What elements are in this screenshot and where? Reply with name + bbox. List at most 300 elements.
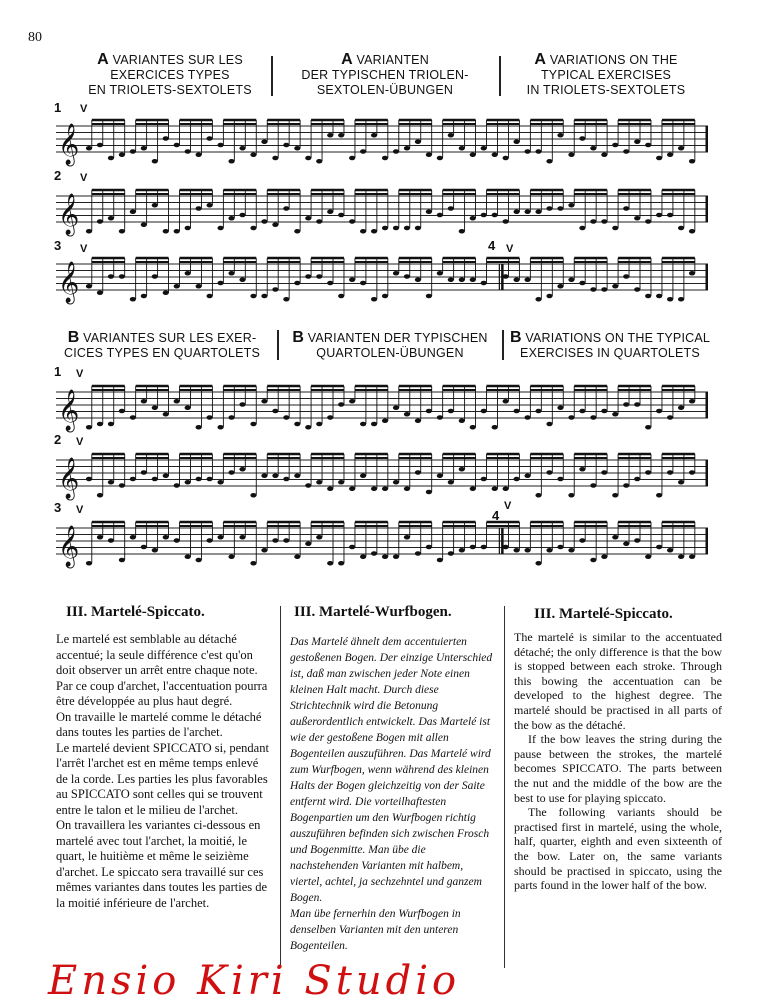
note-head xyxy=(185,271,191,276)
note-head xyxy=(239,467,245,472)
note-head xyxy=(86,146,92,151)
note-head xyxy=(601,152,607,157)
note-head xyxy=(196,152,202,157)
note-head xyxy=(360,473,366,478)
note-head xyxy=(152,203,158,208)
note-head xyxy=(217,226,223,231)
note-head xyxy=(360,422,366,427)
note-head xyxy=(327,209,333,214)
music-staff xyxy=(56,112,708,178)
paragraph: If the bow leaves the string during the pause between the strokes, the martelé becomes SPICCATO. The parts between the nut and the middle of the bow are the best to use for playing spiccato. xyxy=(514,732,722,805)
note-head xyxy=(437,558,443,563)
note-head xyxy=(470,152,476,157)
note-head xyxy=(382,418,388,423)
note-head xyxy=(404,274,410,279)
section-a-en-header: A VARIATIONS ON THE TYPICAL EXERCISES IN TRIOLETS-SEXTOLETS xyxy=(526,51,686,97)
note-head xyxy=(294,146,300,151)
note-head xyxy=(535,149,541,154)
paragraph: Le martelé devient SPICCATO si, pendant l'arrêt l'archet est en même temps enlevé de la corde. Les parties les plus favorables au SPICCATO sont celles qui se trouvent entre le talon et le milieu de l'archet. xyxy=(56,740,269,817)
note-head xyxy=(448,133,454,138)
note-head xyxy=(546,548,552,553)
note-head xyxy=(667,152,673,157)
page-number: 80 xyxy=(28,30,42,45)
note-head xyxy=(349,219,355,224)
note-head xyxy=(305,156,311,161)
note-head xyxy=(415,226,421,231)
treble-clef: 𝄞 xyxy=(58,526,80,567)
note-head xyxy=(338,561,344,566)
music-staff xyxy=(56,250,708,316)
note-head xyxy=(492,213,498,218)
note-head xyxy=(612,284,618,289)
exercise-number: 1 xyxy=(54,100,62,115)
note-head xyxy=(196,477,202,482)
note-head xyxy=(185,226,191,231)
note-head xyxy=(393,149,399,154)
note-head xyxy=(557,133,563,138)
note-head xyxy=(86,229,92,234)
note-head xyxy=(86,477,92,482)
note-head xyxy=(130,415,136,420)
note-head xyxy=(261,473,267,478)
note-head xyxy=(152,274,158,279)
note-head xyxy=(426,209,432,214)
note-head xyxy=(239,535,245,540)
note-head xyxy=(492,152,498,157)
note-head xyxy=(612,535,618,540)
note-head xyxy=(557,206,563,211)
note-head xyxy=(130,209,136,214)
note-head xyxy=(239,277,245,282)
note-head xyxy=(678,297,684,302)
note-head xyxy=(645,143,651,148)
note-head xyxy=(141,545,147,550)
note-head xyxy=(634,538,640,543)
note-head xyxy=(152,477,158,482)
exercise-number: 3 xyxy=(54,500,62,515)
note-head xyxy=(393,226,399,231)
note-head xyxy=(185,149,191,154)
note-head xyxy=(623,483,629,488)
paragraph: Man übe fernerhin den Wurfbogen in denselben Varianten mit den unteren Bogenteilen. xyxy=(290,908,461,952)
note-head xyxy=(634,139,640,144)
exercise-number: 4 xyxy=(492,508,500,523)
note-head xyxy=(590,287,596,292)
note-head xyxy=(612,143,618,148)
note-head xyxy=(524,415,530,420)
note-head xyxy=(250,422,256,427)
note-head xyxy=(108,156,114,161)
note-head xyxy=(437,415,443,420)
note-head xyxy=(97,535,103,540)
treble-clef: 𝄞 xyxy=(58,124,80,165)
note-head xyxy=(667,297,673,302)
note-head xyxy=(283,297,289,302)
note-head xyxy=(283,477,289,482)
note-head xyxy=(514,477,520,482)
note-head xyxy=(316,219,322,224)
note-head xyxy=(590,558,596,563)
note-head xyxy=(141,146,147,151)
note-head xyxy=(612,493,618,498)
note-head xyxy=(404,412,410,417)
note-head xyxy=(667,470,673,475)
note-head xyxy=(579,538,585,543)
note-head xyxy=(174,399,180,404)
note-head xyxy=(426,294,432,299)
note-head xyxy=(261,219,267,224)
note-head xyxy=(86,425,92,430)
note-head xyxy=(678,146,684,151)
note-head xyxy=(503,156,509,161)
note-head xyxy=(272,409,278,414)
note-head xyxy=(514,409,520,414)
note-head xyxy=(535,409,541,414)
note-head xyxy=(360,281,366,286)
note-head xyxy=(524,149,530,154)
note-head xyxy=(393,405,399,410)
note-head xyxy=(546,422,552,427)
note-head xyxy=(349,545,355,550)
note-head xyxy=(207,294,213,299)
note-head xyxy=(217,425,223,430)
header-separator xyxy=(277,330,279,360)
note-head xyxy=(196,558,202,563)
note-head xyxy=(426,152,432,157)
note-head xyxy=(360,229,366,234)
note-head xyxy=(382,486,388,491)
note-head xyxy=(404,486,410,491)
note-head xyxy=(130,149,136,154)
note-head xyxy=(579,467,585,472)
note-head xyxy=(514,139,520,144)
note-head xyxy=(634,216,640,221)
note-head xyxy=(503,219,509,224)
note-head xyxy=(163,473,169,478)
note-head xyxy=(316,159,322,164)
note-head xyxy=(185,554,191,559)
note-head xyxy=(97,290,103,295)
note-head xyxy=(163,535,169,540)
note-head xyxy=(371,297,377,302)
note-head xyxy=(141,399,147,404)
note-head xyxy=(119,152,125,157)
note-head xyxy=(207,477,213,482)
note-head xyxy=(272,156,278,161)
note-head xyxy=(207,136,213,141)
note-head xyxy=(371,551,377,556)
note-head xyxy=(250,294,256,299)
note-head xyxy=(360,554,366,559)
music-staff xyxy=(56,378,708,444)
note-head xyxy=(415,551,421,556)
note-head xyxy=(382,554,388,559)
note-head xyxy=(404,226,410,231)
note-head xyxy=(503,274,509,279)
section-b-de-header: B VARIANTEN DER TYPISCHEN QUARTOLEN-ÜBUNGEN xyxy=(292,329,488,360)
note-head xyxy=(327,281,333,286)
note-head xyxy=(338,480,344,485)
column-divider xyxy=(504,606,505,968)
paragraph: On travaille le martelé comme le détaché dans toutes les parties de l'archet. xyxy=(56,709,262,739)
note-head xyxy=(294,554,300,559)
exercise-number: 2 xyxy=(54,168,62,183)
note-head xyxy=(678,554,684,559)
bow-mark: V xyxy=(76,504,84,516)
music-staff xyxy=(56,514,708,580)
note-head xyxy=(448,277,454,282)
note-head xyxy=(119,558,125,563)
note-head xyxy=(196,425,202,430)
note-head xyxy=(623,149,629,154)
note-head xyxy=(535,209,541,214)
column-text-fr xyxy=(56,632,270,911)
column-heading-fr: III. Martelé-Spiccato. xyxy=(66,604,205,620)
note-head xyxy=(404,535,410,540)
note-head xyxy=(185,405,191,410)
note-head xyxy=(437,473,443,478)
note-head xyxy=(349,399,355,404)
note-head xyxy=(327,486,333,491)
bow-mark: V xyxy=(76,436,84,448)
note-head xyxy=(535,493,541,498)
note-head xyxy=(119,274,125,279)
note-head xyxy=(316,480,322,485)
note-head xyxy=(207,415,213,420)
note-head xyxy=(327,133,333,138)
header-separator xyxy=(502,330,504,360)
note-head xyxy=(689,399,695,404)
note-head xyxy=(141,470,147,475)
note-head xyxy=(645,470,651,475)
note-head xyxy=(612,226,618,231)
note-head xyxy=(470,486,476,491)
note-head xyxy=(393,480,399,485)
note-head xyxy=(294,422,300,427)
music-staff xyxy=(56,446,708,512)
note-head xyxy=(568,415,574,420)
exercise-number: 1 xyxy=(54,364,62,379)
note-head xyxy=(239,213,245,218)
paragraph: Le martelé est semblable au détaché accentué; la seule différence c'est qu'on doit observer un arrêt entre chaque note. Par ce coup d'archet, l'accentuation pourra être développée au plus haut degré. xyxy=(56,632,268,708)
note-head xyxy=(546,159,552,164)
note-head xyxy=(163,290,169,295)
note-head xyxy=(371,422,377,427)
note-head xyxy=(492,425,498,430)
note-head xyxy=(568,493,574,498)
note-head xyxy=(678,226,684,231)
bow-mark: V xyxy=(76,368,84,380)
note-head xyxy=(228,415,234,420)
note-head xyxy=(678,405,684,410)
note-head xyxy=(689,229,695,234)
note-head xyxy=(634,287,640,292)
watermark: Ensio Kiri Studio xyxy=(48,958,461,1004)
note-head xyxy=(360,149,366,154)
note-head xyxy=(174,229,180,234)
note-head xyxy=(119,409,125,414)
note-head xyxy=(546,294,552,299)
note-head xyxy=(579,281,585,286)
note-head xyxy=(634,477,640,482)
note-head xyxy=(316,535,322,540)
note-head xyxy=(623,274,629,279)
note-head xyxy=(283,143,289,148)
treble-clef: 𝄞 xyxy=(58,262,80,303)
note-head xyxy=(217,143,223,148)
note-head xyxy=(481,146,487,151)
note-head xyxy=(459,418,465,423)
note-head xyxy=(590,146,596,151)
note-head xyxy=(305,216,311,221)
note-head xyxy=(601,287,607,292)
note-head xyxy=(459,467,465,472)
note-head xyxy=(272,287,278,292)
note-head xyxy=(97,219,103,224)
note-head xyxy=(481,213,487,218)
note-head xyxy=(601,470,607,475)
note-head xyxy=(514,277,520,282)
column-text-en xyxy=(514,630,722,893)
note-head xyxy=(97,493,103,498)
note-head xyxy=(283,538,289,543)
bow-mark: V xyxy=(80,172,88,184)
note-head xyxy=(371,486,377,491)
note-head xyxy=(689,554,695,559)
note-head xyxy=(261,294,267,299)
note-head xyxy=(272,222,278,227)
note-head xyxy=(228,470,234,475)
note-head xyxy=(415,277,421,282)
note-head xyxy=(108,274,114,279)
note-head xyxy=(141,294,147,299)
note-head xyxy=(470,425,476,430)
note-head xyxy=(174,483,180,488)
note-head xyxy=(97,422,103,427)
note-head xyxy=(250,493,256,498)
note-head xyxy=(601,219,607,224)
note-head xyxy=(459,548,465,553)
note-head xyxy=(228,159,234,164)
note-head xyxy=(250,152,256,157)
note-head xyxy=(250,226,256,231)
note-head xyxy=(448,551,454,556)
note-head xyxy=(524,277,530,282)
note-head xyxy=(371,133,377,138)
note-head xyxy=(272,538,278,543)
note-head xyxy=(689,271,695,276)
note-head xyxy=(152,159,158,164)
note-head xyxy=(557,477,563,482)
note-head xyxy=(338,213,344,218)
note-head xyxy=(634,402,640,407)
note-head xyxy=(97,143,103,148)
note-head xyxy=(185,480,191,485)
note-head xyxy=(448,409,454,414)
note-head xyxy=(481,477,487,482)
note-head xyxy=(349,486,355,491)
note-head xyxy=(492,486,498,491)
note-head xyxy=(623,402,629,407)
note-head xyxy=(217,480,223,485)
note-head xyxy=(196,206,202,211)
note-head xyxy=(437,213,443,218)
bow-mark: V xyxy=(504,500,512,512)
note-head xyxy=(327,561,333,566)
note-head xyxy=(579,409,585,414)
note-head xyxy=(316,274,322,279)
note-head xyxy=(557,284,563,289)
column-divider xyxy=(280,606,281,968)
section-a-de-header: A VARIANTEN DER TYPISCHEN TRIOLEN- SEXTOLEN-ÜBUNGEN xyxy=(301,51,469,97)
note-head xyxy=(689,470,695,475)
paragraph: Das Martelé ähnelt dem accentuierten gestoßenen Bogen. Der einzige Unterschied ist, daß man zwischen jeder Note einen kleinen Halt macht. Durch diese Strichtechnik wird die Betonung außerordentlich entwickelt. Das Martelé ist wie der gestoßene Bogen mit allen Bogenteilen auszuführen. Das Martelé wird zum Wurfbogen, wenn während des kleinen Halts der Bogen gleichzeitig von der Saite entfernt wird. Die vorteilhaftesten Bogenpartien um den Wurfbogen richtig auszuführen befinden sich zwischen Frosch und Bogenmitte. Man übe die nachstehenden Varianten mit halbem, viertel, achtel, ja sechzehntel und ganzem Bogen. xyxy=(290,636,493,904)
note-head xyxy=(283,415,289,420)
note-head xyxy=(382,226,388,231)
note-head xyxy=(514,209,520,214)
section-b-fr-header: B VARIANTES SUR LES EXER- CICES TYPES EN QUARTOLETS xyxy=(63,329,261,360)
section-b-en-header: B VARIATIONS ON THE TYPICAL EXERCISES IN QUARTOLETS xyxy=(509,329,711,360)
note-head xyxy=(130,297,136,302)
note-head xyxy=(656,409,662,414)
note-head xyxy=(667,548,673,553)
note-head xyxy=(546,470,552,475)
note-head xyxy=(426,545,432,550)
note-head xyxy=(228,271,234,276)
note-head xyxy=(327,415,333,420)
note-head xyxy=(426,490,432,495)
note-head xyxy=(437,156,443,161)
note-head xyxy=(338,133,344,138)
note-head xyxy=(481,281,487,286)
note-head xyxy=(448,480,454,485)
note-head xyxy=(239,146,245,151)
note-head xyxy=(174,143,180,148)
note-head xyxy=(656,545,662,550)
note-head xyxy=(371,229,377,234)
note-head xyxy=(667,213,673,218)
note-head xyxy=(678,480,684,485)
note-head xyxy=(261,399,267,404)
paragraph: The following variants should be practised first in martelé, using the whole, half, quarter, eighth and even sixteenth of the bow. Later on, the same variants should be practised in spiccato, using the parts found in the lower half of the bow. xyxy=(514,805,722,893)
note-head xyxy=(119,229,125,234)
note-head xyxy=(459,146,465,151)
note-head xyxy=(557,405,563,410)
note-head xyxy=(459,277,465,282)
note-head xyxy=(382,156,388,161)
note-head xyxy=(349,277,355,282)
note-head xyxy=(415,470,421,475)
note-head xyxy=(601,554,607,559)
note-head xyxy=(503,486,509,491)
note-head xyxy=(568,277,574,282)
note-head xyxy=(108,422,114,427)
note-head xyxy=(393,554,399,559)
note-head xyxy=(393,271,399,276)
bow-mark: V xyxy=(506,243,514,255)
column-heading-en: III. Martelé-Spiccato. xyxy=(534,606,673,622)
note-head xyxy=(250,561,256,566)
note-head xyxy=(294,473,300,478)
note-head xyxy=(305,541,311,546)
note-head xyxy=(305,483,311,488)
note-head xyxy=(305,425,311,430)
note-head xyxy=(305,274,311,279)
note-head xyxy=(656,156,662,161)
note-head xyxy=(239,402,245,407)
note-head xyxy=(590,483,596,488)
note-head xyxy=(481,409,487,414)
